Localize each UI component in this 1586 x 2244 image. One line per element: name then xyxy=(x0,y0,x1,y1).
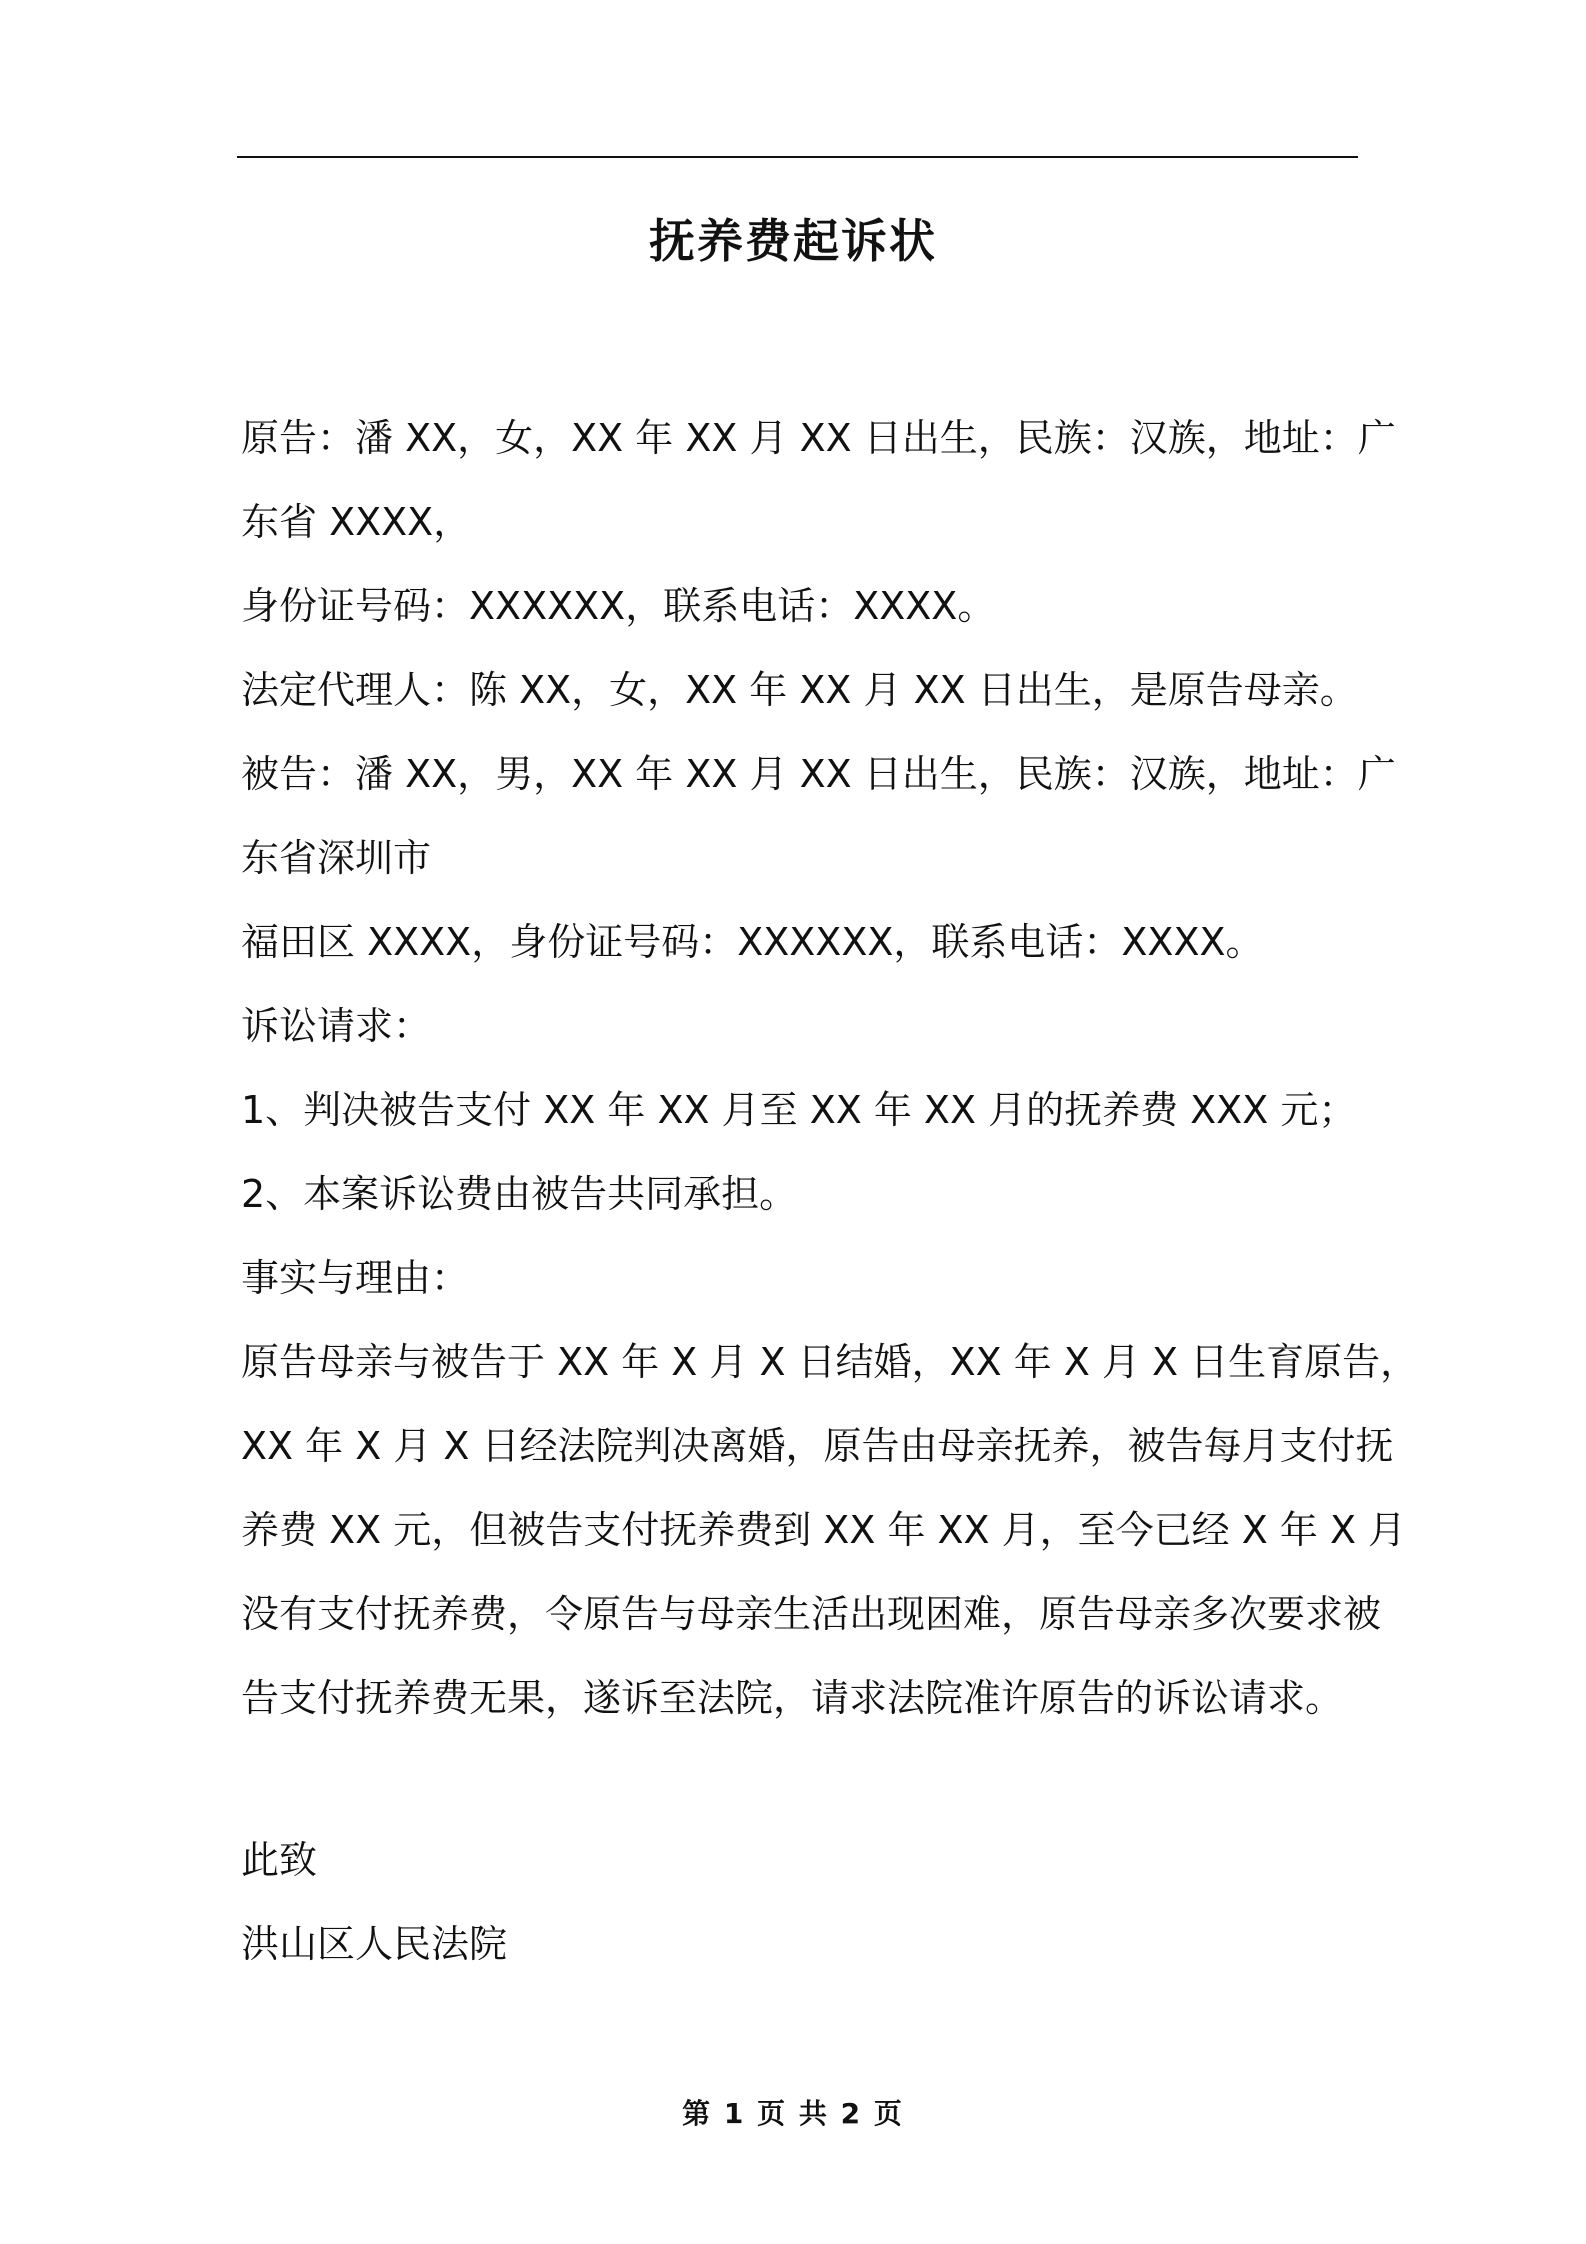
claims-heading: 诉讼请求： xyxy=(241,1004,432,1048)
plaintiff-line-1: 原告：潘 XX，女，XX 年 XX 月 XX 日出生，民族：汉族，地址：广 xyxy=(241,416,1396,460)
legal-agent-line: 法定代理人：陈 XX，女，XX 年 XX 月 XX 日出生，是原告母亲。 xyxy=(241,668,1358,712)
defendant-line-3: 福田区 XXXX，身份证号码：XXXXXX，联系电话：XXXX。 xyxy=(241,920,1264,964)
header-rule xyxy=(237,156,1358,158)
claim-item-2: 2、本案诉讼费由被告共同承担。 xyxy=(241,1172,798,1216)
page-number: 第 1 页 共 2 页 xyxy=(682,2097,904,2130)
facts-line-5: 告支付抚养费无果，遂诉至法院，请求法院准许原告的诉讼请求。 xyxy=(241,1676,1344,1720)
facts-line-4: 没有支付抚养费，令原告与母亲生活出现困难，原告母亲多次要求被 xyxy=(241,1592,1382,1636)
document-closing xyxy=(241,1818,1357,1986)
facts-line-1: 原告母亲与被告于 XX 年 X 月 X 日结婚，XX 年 X 月 X 日生育原告， xyxy=(241,1340,1419,1384)
defendant-line-1: 被告：潘 XX，男，XX 年 XX 月 XX 日出生，民族：汉族，地址：广 xyxy=(241,752,1396,796)
closing-salutation: 此致 xyxy=(241,1838,318,1882)
plaintiff-id-line: 身份证号码：XXXXXX，联系电话：XXXX。 xyxy=(241,584,996,628)
facts-line-3: 养费 XX 元，但被告支付抚养费到 XX 年 XX 月，至今已经 X 年 X 月 xyxy=(241,1508,1407,1552)
document-title: 抚养费起诉状 xyxy=(649,214,937,268)
facts-heading: 事实与理由： xyxy=(241,1256,470,1300)
document-body xyxy=(241,396,1419,1740)
defendant-line-2: 东省深圳市 xyxy=(241,836,432,880)
facts-line-2: XX 年 X 月 X 日经法院判决离婚，原告由母亲抚养，被告每月支付抚 xyxy=(241,1424,1394,1468)
plaintiff-line-2: 东省 XXXX， xyxy=(241,500,472,544)
court-name: 洪山区人民法院 xyxy=(241,1922,508,1966)
claim-item-1: 1、判决被告支付 XX 年 XX 月至 XX 年 XX 月的抚养费 XXX 元； xyxy=(241,1088,1357,1132)
